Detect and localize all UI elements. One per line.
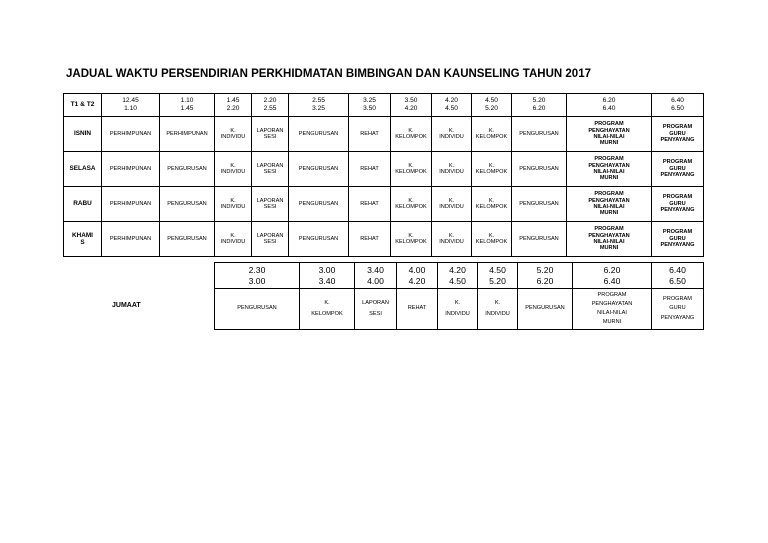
schedule-cell <box>289 187 349 222</box>
time-slot-header <box>160 94 215 117</box>
time-slot-header <box>349 94 391 117</box>
cell-text: PENYAYANG <box>660 172 695 179</box>
time-slot-header <box>252 94 289 117</box>
time-end: 2.20 <box>226 105 240 112</box>
time-start: 5.20 <box>536 264 554 275</box>
schedule-cell <box>349 152 391 187</box>
cell-text: PENGURUSAN <box>519 200 559 207</box>
cell-text: PENGHAYATAN <box>591 300 633 307</box>
cell-text: K. <box>408 197 414 204</box>
schedule-cell <box>160 117 215 152</box>
day-row-khamis <box>64 222 704 257</box>
cell-text: INDIVIDU <box>220 204 246 210</box>
time-end: 4.50 <box>449 275 466 286</box>
cell-text: REHAT <box>360 165 379 172</box>
friday-time-slot <box>573 263 652 289</box>
schedule-cell <box>567 152 652 187</box>
cell-text: INDIVIDU <box>439 169 464 175</box>
cell-text: SESI <box>263 204 277 210</box>
cell-text: PROGRAM <box>594 156 624 163</box>
cell-text: PROGRAM <box>594 121 624 128</box>
cell-text: K. <box>408 162 414 169</box>
weekday-timetable <box>63 93 704 257</box>
cell-text: KELOMPOK <box>395 239 427 245</box>
time-end: 5.20 <box>489 275 506 286</box>
friday-time-slot <box>355 263 397 289</box>
schedule-cell <box>472 152 512 187</box>
time-start: 6.20 <box>602 97 616 105</box>
schedule-cell <box>289 117 349 152</box>
cell-text: K. <box>408 232 414 239</box>
time-end: 3.25 <box>312 105 325 112</box>
time-start: 4.00 <box>408 264 426 275</box>
time-end: 6.20 <box>536 275 554 286</box>
cell-text: PENYAYANG <box>660 242 695 249</box>
schedule-cell <box>512 222 567 257</box>
time-start: 3.25 <box>363 97 376 105</box>
schedule-cell <box>652 117 704 152</box>
cell-text: NILAI-NILAI <box>593 169 625 175</box>
schedule-cell <box>567 117 652 152</box>
header-label: T1 & T2 <box>64 94 102 117</box>
schedule-cell <box>391 117 432 152</box>
day-label: SELASA <box>64 152 102 187</box>
cell-text: KHAMI <box>72 231 93 239</box>
schedule-cell <box>252 187 289 222</box>
cell-text: PENYAYANG <box>660 137 695 144</box>
cell-text: K. <box>448 197 455 204</box>
cell-text: PENGURUSAN <box>298 200 339 207</box>
schedule-cell <box>102 187 160 222</box>
schedule-cell <box>432 152 472 187</box>
time-end: 1.45 <box>180 105 194 112</box>
cell-text: KELOMPOK <box>475 239 508 245</box>
schedule-cell <box>215 187 252 222</box>
cell-text: PENGHAYATAN <box>588 127 630 134</box>
schedule-cell <box>252 222 289 257</box>
friday-schedule-cell <box>573 289 652 330</box>
schedule-cell <box>432 117 472 152</box>
friday-schedule-cell <box>438 289 478 330</box>
cell-text: K. <box>454 299 461 306</box>
time-slot-header <box>289 94 349 117</box>
time-slot-header <box>472 94 512 117</box>
cell-text: K. <box>230 197 236 204</box>
cell-text: PERHIMPUNAN <box>109 130 152 137</box>
cell-text: GURU <box>669 165 686 172</box>
schedule-cell <box>567 187 652 222</box>
day-label <box>64 222 102 257</box>
time-start: 6.40 <box>669 264 686 275</box>
time-end: 4.00 <box>367 275 384 286</box>
cell-text: MURNI <box>599 245 619 252</box>
cell-text: PENGHAYATAN <box>588 232 630 239</box>
schedule-cell <box>512 117 567 152</box>
friday-time-slot <box>652 263 704 289</box>
cell-text: PENGURUSAN <box>525 305 565 312</box>
time-end: 6.40 <box>602 105 616 112</box>
cell-text: K. <box>230 127 236 134</box>
schedule-cell <box>215 222 252 257</box>
day-label: ISNIN <box>64 117 102 152</box>
schedule-cell <box>160 187 215 222</box>
time-start: 6.20 <box>603 264 621 275</box>
cell-text: LAPORAN <box>256 197 284 204</box>
schedule-cell <box>432 187 472 222</box>
schedule-cell <box>102 117 160 152</box>
schedule-cell <box>102 222 160 257</box>
cell-text: K. <box>324 299 330 306</box>
cell-text: PROGRAM <box>597 291 627 298</box>
cell-text: REHAT <box>360 200 379 207</box>
cell-text: K. <box>230 162 236 169</box>
schedule-cell <box>252 117 289 152</box>
time-slot-header <box>512 94 567 117</box>
cell-text: INDIVIDU <box>439 239 464 245</box>
time-end: 5.20 <box>485 105 498 112</box>
schedule-cell <box>472 187 512 222</box>
time-slot-header <box>215 94 252 117</box>
cell-text: NILAI-NILAI <box>593 134 625 140</box>
cell-text: PENGHAYATAN <box>588 197 630 204</box>
cell-text: PROGRAM <box>662 124 693 131</box>
cell-text: K. <box>488 162 495 169</box>
friday-schedule-cell <box>518 289 573 330</box>
time-end: 3.00 <box>248 275 266 286</box>
time-start: 4.50 <box>485 97 498 105</box>
cell-text: K. <box>488 127 495 134</box>
cell-text: SESI <box>369 311 382 317</box>
schedule-cell <box>215 152 252 187</box>
schedule-cell <box>652 152 704 187</box>
time-start: 5.20 <box>532 97 546 105</box>
schedule-cell <box>349 187 391 222</box>
cell-text: PENGURUSAN <box>167 200 207 207</box>
day-row-isnin <box>64 117 704 152</box>
cell-text: PENGURUSAN <box>167 235 207 242</box>
time-end: 4.20 <box>408 275 426 286</box>
time-start: 4.20 <box>445 97 458 105</box>
cell-text: REHAT <box>407 305 427 312</box>
day-label: RABU <box>64 187 102 222</box>
time-end: 4.20 <box>404 105 418 112</box>
time-start: 1.10 <box>180 97 194 105</box>
friday-schedule-cell <box>397 289 438 330</box>
cell-text: PROGRAM <box>594 226 624 233</box>
cell-text: INDIVIDU <box>220 134 246 140</box>
cell-text: LAPORAN <box>362 299 389 306</box>
cell-text: PROGRAM <box>594 191 624 198</box>
page-title: JADUAL WAKTU PERSENDIRIAN PERKHIDMATAN BIMBINGAN DAN KAUNSELING TAHUN 2017 <box>66 68 591 80</box>
cell-text: K. <box>488 232 495 239</box>
schedule-cell <box>472 222 512 257</box>
time-start: 12.45 <box>122 97 139 105</box>
time-header-row <box>64 94 704 117</box>
cell-text: REHAT <box>360 130 379 137</box>
friday-time-slot <box>300 263 355 289</box>
cell-text: K. <box>448 162 455 169</box>
time-end: 3.50 <box>363 105 376 112</box>
cell-text: NILAI-NILAI <box>593 239 625 245</box>
cell-text: PERHIMPUNAN <box>109 200 152 207</box>
friday-schedule-cell <box>215 289 300 330</box>
friday-time-slot <box>478 263 518 289</box>
schedule-cell <box>432 222 472 257</box>
cell-text: PENGHAYATAN <box>588 162 630 169</box>
day-row-selasa <box>64 152 704 187</box>
schedule-cell <box>289 152 349 187</box>
friday-schedule-cell <box>355 289 397 330</box>
time-start: 1.45 <box>226 97 240 105</box>
time-start: 2.20 <box>263 97 277 105</box>
cell-text: GURU <box>669 130 686 137</box>
schedule-cell <box>652 222 704 257</box>
time-end: 6.20 <box>532 105 546 112</box>
time-end: 1.10 <box>124 105 137 112</box>
cell-text: GURU <box>669 235 686 242</box>
cell-text: K. <box>494 299 501 306</box>
time-end: 2.55 <box>263 105 277 112</box>
cell-text: PERHIMPUNAN <box>166 130 208 137</box>
cell-text: MURNI <box>602 319 622 326</box>
cell-text: PENGURUSAN <box>519 165 559 172</box>
time-start: 2.30 <box>248 264 266 275</box>
cell-text: LAPORAN <box>256 162 284 169</box>
schedule-cell <box>567 222 652 257</box>
friday-activity-row <box>215 289 704 330</box>
friday-time-slot <box>397 263 438 289</box>
time-slot-header <box>102 94 160 117</box>
cell-text: PENGURUSAN <box>298 235 339 242</box>
cell-text: INDIVIDU <box>220 169 246 175</box>
day-label-jumaat: JUMAAT <box>112 302 141 309</box>
schedule-cell <box>289 222 349 257</box>
cell-text: REHAT <box>360 235 379 242</box>
cell-text: MURNI <box>599 210 619 217</box>
cell-text: PENYAYANG <box>660 314 695 321</box>
friday-time-slot <box>438 263 478 289</box>
schedule-cell <box>472 117 512 152</box>
cell-text: LAPORAN <box>256 232 284 239</box>
cell-text: KELOMPOK <box>311 311 343 317</box>
friday-schedule-cell <box>652 289 704 330</box>
time-start: 3.40 <box>367 264 384 275</box>
cell-text: KELOMPOK <box>395 169 427 175</box>
cell-text: PENGURUSAN <box>298 130 339 137</box>
time-slot-header <box>432 94 472 117</box>
time-end: 6.50 <box>669 275 686 286</box>
schedule-cell <box>391 152 432 187</box>
schedule-cell <box>215 117 252 152</box>
time-start: 4.50 <box>489 264 506 275</box>
schedule-cell <box>512 152 567 187</box>
cell-text: SESI <box>263 134 277 140</box>
cell-text: SESI <box>263 169 277 175</box>
cell-text: GURU <box>669 200 686 207</box>
schedule-cell <box>160 222 215 257</box>
cell-text: GURU <box>669 305 686 312</box>
cell-text: PROGRAM <box>663 296 692 303</box>
friday-time-slot <box>518 263 573 289</box>
time-end: 3.40 <box>318 275 336 286</box>
time-slot-header <box>652 94 704 117</box>
cell-text: PENGURUSAN <box>519 235 559 242</box>
time-end: 6.50 <box>671 105 684 112</box>
schedule-cell <box>391 222 432 257</box>
cell-text: K. <box>488 197 495 204</box>
friday-timetable <box>214 262 704 330</box>
cell-text: PENYAYANG <box>660 207 695 214</box>
cell-text: MURNI <box>599 175 619 182</box>
cell-text: INDIVIDU <box>439 204 464 210</box>
cell-text: KELOMPOK <box>395 204 427 210</box>
schedule-cell <box>349 222 391 257</box>
cell-text: KELOMPOK <box>395 134 427 140</box>
schedule-cell <box>652 187 704 222</box>
cell-text: PROGRAM <box>662 194 693 201</box>
cell-text: INDIVIDU <box>439 134 464 140</box>
schedule-cell <box>349 117 391 152</box>
schedule-cell <box>391 187 432 222</box>
schedule-cell <box>102 152 160 187</box>
cell-text: NILAI-NILAI <box>593 204 625 210</box>
schedule-cell <box>252 152 289 187</box>
cell-text: KELOMPOK <box>475 204 508 210</box>
cell-text: K. <box>448 232 455 239</box>
time-start: 2.55 <box>312 97 325 105</box>
friday-time-slot <box>215 263 300 289</box>
time-end: 6.40 <box>603 275 621 286</box>
time-start: 3.50 <box>404 97 418 105</box>
cell-text: PERHIMPUNAN <box>109 235 152 242</box>
cell-text: PENGURUSAN <box>298 165 339 172</box>
day-row-rabu <box>64 187 704 222</box>
cell-text: INDIVIDU <box>485 311 510 317</box>
friday-schedule-cell <box>478 289 518 330</box>
time-slot-header <box>391 94 432 117</box>
time-slot-header <box>567 94 652 117</box>
friday-schedule-cell <box>300 289 355 330</box>
cell-text: K. <box>230 232 236 239</box>
cell-text: MURNI <box>599 140 619 147</box>
cell-text: PROGRAM <box>662 159 693 166</box>
time-start: 4.20 <box>449 264 466 275</box>
time-start: 3.00 <box>318 264 336 275</box>
schedule-cell <box>512 187 567 222</box>
cell-text: PENGURUSAN <box>519 130 559 137</box>
cell-text: K. <box>408 127 414 134</box>
cell-text: PENGURUSAN <box>237 305 277 312</box>
cell-text: PROGRAM <box>662 229 693 236</box>
cell-text: SESI <box>263 239 277 245</box>
cell-text: NILAI-NILAI <box>597 310 627 316</box>
time-start: 6.40 <box>671 97 684 105</box>
cell-text: LAPORAN <box>256 127 284 134</box>
cell-text: KELOMPOK <box>475 134 508 140</box>
time-end: 4.50 <box>445 105 458 112</box>
cell-text: PENGURUSAN <box>167 165 207 172</box>
friday-time-row <box>215 263 704 289</box>
cell-text: INDIVIDU <box>220 239 246 245</box>
cell-text: KELOMPOK <box>475 169 508 175</box>
cell-text: K. <box>448 127 455 134</box>
cell-text: PERHIMPUNAN <box>109 165 152 172</box>
cell-text: S <box>80 239 85 246</box>
cell-text: INDIVIDU <box>445 311 470 317</box>
schedule-cell <box>160 152 215 187</box>
